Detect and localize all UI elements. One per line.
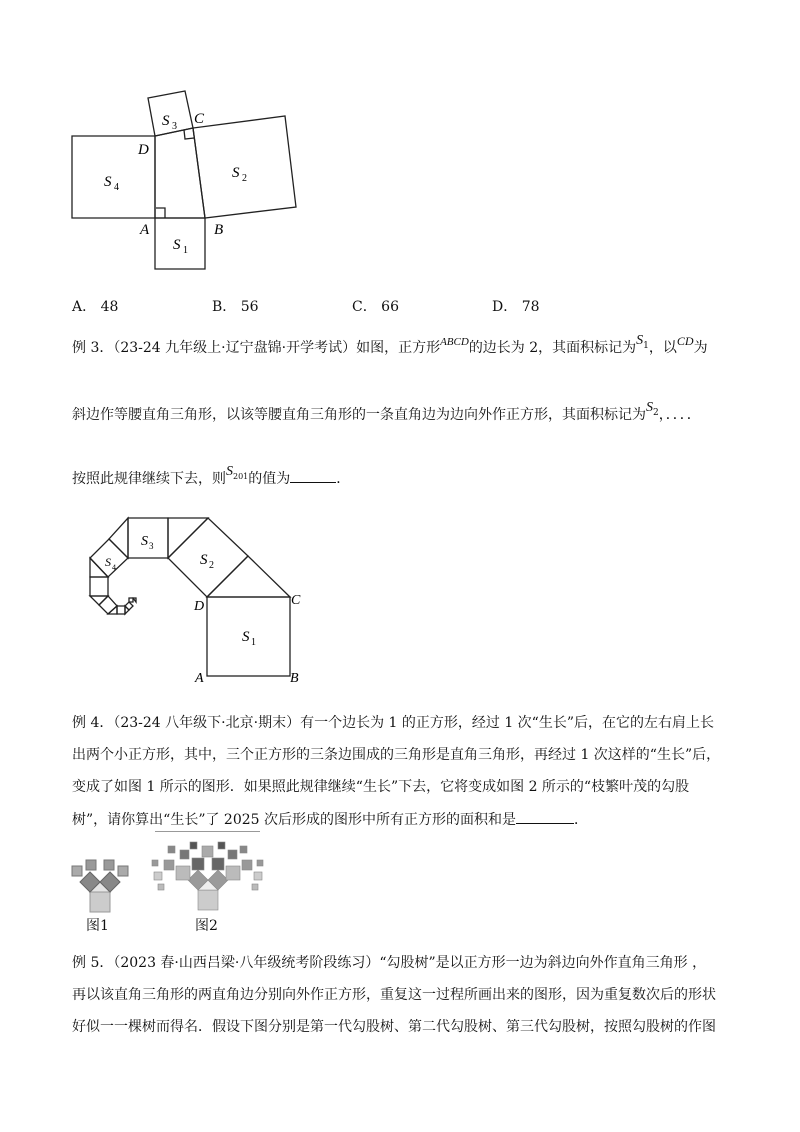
ex3-s2-sub: 2 — [653, 408, 659, 418]
leaf-square-19 — [257, 860, 263, 866]
ex3-s2: S — [646, 400, 653, 415]
leaf-square-12 — [168, 846, 175, 853]
leaf-square-4 — [118, 866, 128, 876]
ex3-line-1 — [72, 333, 708, 360]
triangle-1 — [207, 556, 290, 597]
ex3-value-text: 的值为 — [248, 471, 291, 487]
triangle-5 — [90, 596, 108, 605]
leaf-square-5 — [164, 860, 174, 870]
leaf-square-15 — [218, 842, 225, 849]
label-s4: S — [105, 555, 111, 569]
ex4-line-3: 变成了如图 1 所示的图形．如果照此规律继续“生长”下去，它将变成如图 2 所示的“枝繁叶茂的勾股 — [72, 779, 690, 795]
option-d[interactable] — [492, 297, 540, 317]
ex5-line-2: 再以该直角三角形的两直角边分别向外作正方形，重复这一过程所画出来的图形，因为重复数次后的形状 — [72, 987, 716, 1003]
label-s3-sub: 3 — [172, 121, 177, 132]
label-s2: S — [232, 165, 240, 181]
ex3-s1-sub: 1 — [643, 341, 649, 351]
ex3-s201: S — [226, 464, 233, 479]
ex3-line-2 — [72, 400, 701, 427]
label-d: D — [138, 142, 149, 158]
label-s1-sub: 1 — [251, 637, 256, 648]
option-a-value: 48 — [100, 299, 119, 315]
pythagoras-tree-large — [150, 838, 265, 914]
option-b[interactable] — [212, 297, 259, 317]
square-s8 — [125, 602, 133, 610]
ex4-line-2: 出两个小正方形，其中，三个正方形的三条边围成的三角形是直角三角形，再经过 1 次这样的“生长”后， — [72, 747, 721, 763]
leaf-square-3 — [104, 860, 114, 870]
ex3-s201-sub: 201 — [233, 472, 249, 481]
option-b-value: 56 — [240, 299, 259, 315]
triangle-6 — [108, 606, 117, 614]
pythagoras-tree-small — [70, 852, 130, 914]
leaf-square-13 — [240, 846, 247, 853]
ex3-line-3 — [72, 464, 351, 491]
label-s1: S — [242, 629, 250, 645]
ex4-line-4 — [72, 809, 588, 830]
ex3-side-text: 的边长为 2，其面积标记为 — [468, 340, 637, 356]
label-c: C — [291, 593, 301, 608]
right-angle-mark-a — [156, 208, 165, 218]
leaf-square-4 — [212, 858, 224, 870]
ex4-line-1: 例 4．（23-24 八年级下·北京·期末）有一个边长为 1 的正方形，经过 1 次“生长”后，在它的左右肩上长 — [72, 715, 714, 731]
label-s4-sub: 4 — [114, 182, 119, 193]
leaf-square-2 — [86, 860, 96, 870]
label-s3: S — [141, 534, 148, 549]
leaf-square-10 — [154, 872, 162, 880]
ex4-answer-blank[interactable] — [516, 809, 574, 824]
label-s2: S — [200, 552, 208, 568]
option-c-letter: C． — [352, 299, 377, 315]
spiral-squares-figure — [80, 510, 320, 685]
leaf-square-9 — [202, 846, 213, 857]
label-s1: S — [173, 237, 181, 253]
leaf-square-1 — [176, 866, 190, 880]
label-s4: S — [104, 174, 112, 190]
option-c-value: 66 — [381, 299, 399, 315]
label-s2-sub: 2 — [209, 560, 214, 571]
ex3-cd: CD — [676, 334, 694, 348]
label-b: B — [290, 671, 299, 685]
ex3-with-text: ，以 — [648, 340, 677, 356]
label-b: B — [214, 222, 224, 238]
label-d: D — [194, 599, 205, 614]
leaf-square-14 — [190, 842, 197, 849]
label-s3-sub: 3 — [149, 541, 154, 551]
leaf-square-2 — [226, 866, 240, 880]
option-c[interactable] — [352, 297, 399, 317]
ex3-answer-blank[interactable] — [290, 468, 336, 483]
tree-top-rule — [155, 831, 260, 832]
ex3-line3-text: 按照此规律继续下去，则 — [72, 471, 226, 487]
triangle-3 — [109, 518, 128, 558]
square-s2 — [193, 116, 296, 218]
figure-1-caption: 图1 — [86, 918, 109, 934]
square-s6 — [99, 596, 117, 614]
leaf-square-18 — [152, 860, 158, 866]
label-c: C — [194, 111, 205, 127]
ex3-s1: S — [636, 333, 644, 348]
square-s7 — [117, 606, 125, 614]
option-a[interactable] — [72, 297, 118, 317]
square-s2 — [168, 518, 248, 597]
option-a-letter: A． — [72, 299, 97, 315]
option-d-value: 78 — [521, 299, 540, 315]
right-angle-mark-c — [184, 130, 194, 139]
ex3-abcd: ABCD — [440, 336, 469, 348]
label-a: A — [140, 222, 150, 238]
leaf-square-8 — [228, 850, 237, 859]
ex3-intro: 例 3．（23-24 九年级上·辽宁盘锦·开学考试）如图，正方形 — [72, 340, 441, 356]
trunk-square — [198, 890, 218, 910]
leaf-square-11 — [254, 872, 262, 880]
ex5-line-3: 好似一一棵树而得名．假设下图分别是第一代勾股树、第二代勾股树、第三代勾股树，按照勾股树的作图 — [72, 1019, 716, 1035]
ex3-as-text: 为 — [693, 340, 708, 356]
square-s5 — [90, 577, 108, 596]
option-d-letter: D． — [492, 299, 518, 315]
ex3-line2-text: 斜边作等腰直角三角形，以该等腰直角三角形的一条直角边为边向外作正方形，其面积标记为 — [72, 407, 646, 423]
leaf-square-7 — [180, 850, 189, 859]
leaf-square-6 — [242, 860, 252, 870]
leaf-square-16 — [158, 884, 164, 890]
square-s9 — [129, 598, 133, 602]
label-s1-sub: 1 — [183, 245, 188, 256]
label-s2-sub: 2 — [242, 173, 247, 184]
pythagoras-squares-figure — [60, 88, 320, 278]
right-triangle — [155, 128, 205, 218]
leaf-square-17 — [252, 884, 258, 890]
square-s3 — [128, 518, 168, 558]
label-a: A — [195, 671, 204, 685]
ex4-line4-text: 树”，请你算出“生长”了 2025 次后形成的图形中所有正方形的面积和是 — [72, 812, 516, 828]
trunk-square — [90, 892, 110, 912]
square-s3 — [148, 91, 193, 136]
ex3-ellipsis: ，．．．． — [658, 407, 701, 423]
leaf-square-1 — [72, 866, 82, 876]
leaf-square-3 — [192, 858, 204, 870]
ex5-line-1: 例 5．（2023 春·山西吕梁·八年级统考阶段练习）“勾股树”是以正方形一边为斜边向外作直角三角形 ， — [72, 955, 707, 971]
figure-2-caption: 图2 — [195, 918, 218, 934]
ex4-period: ． — [574, 812, 588, 828]
ex3-period: ． — [336, 471, 351, 487]
label-s3: S — [162, 113, 170, 129]
label-s4-sub: 4 — [112, 563, 116, 572]
option-b-letter: B． — [212, 299, 237, 315]
